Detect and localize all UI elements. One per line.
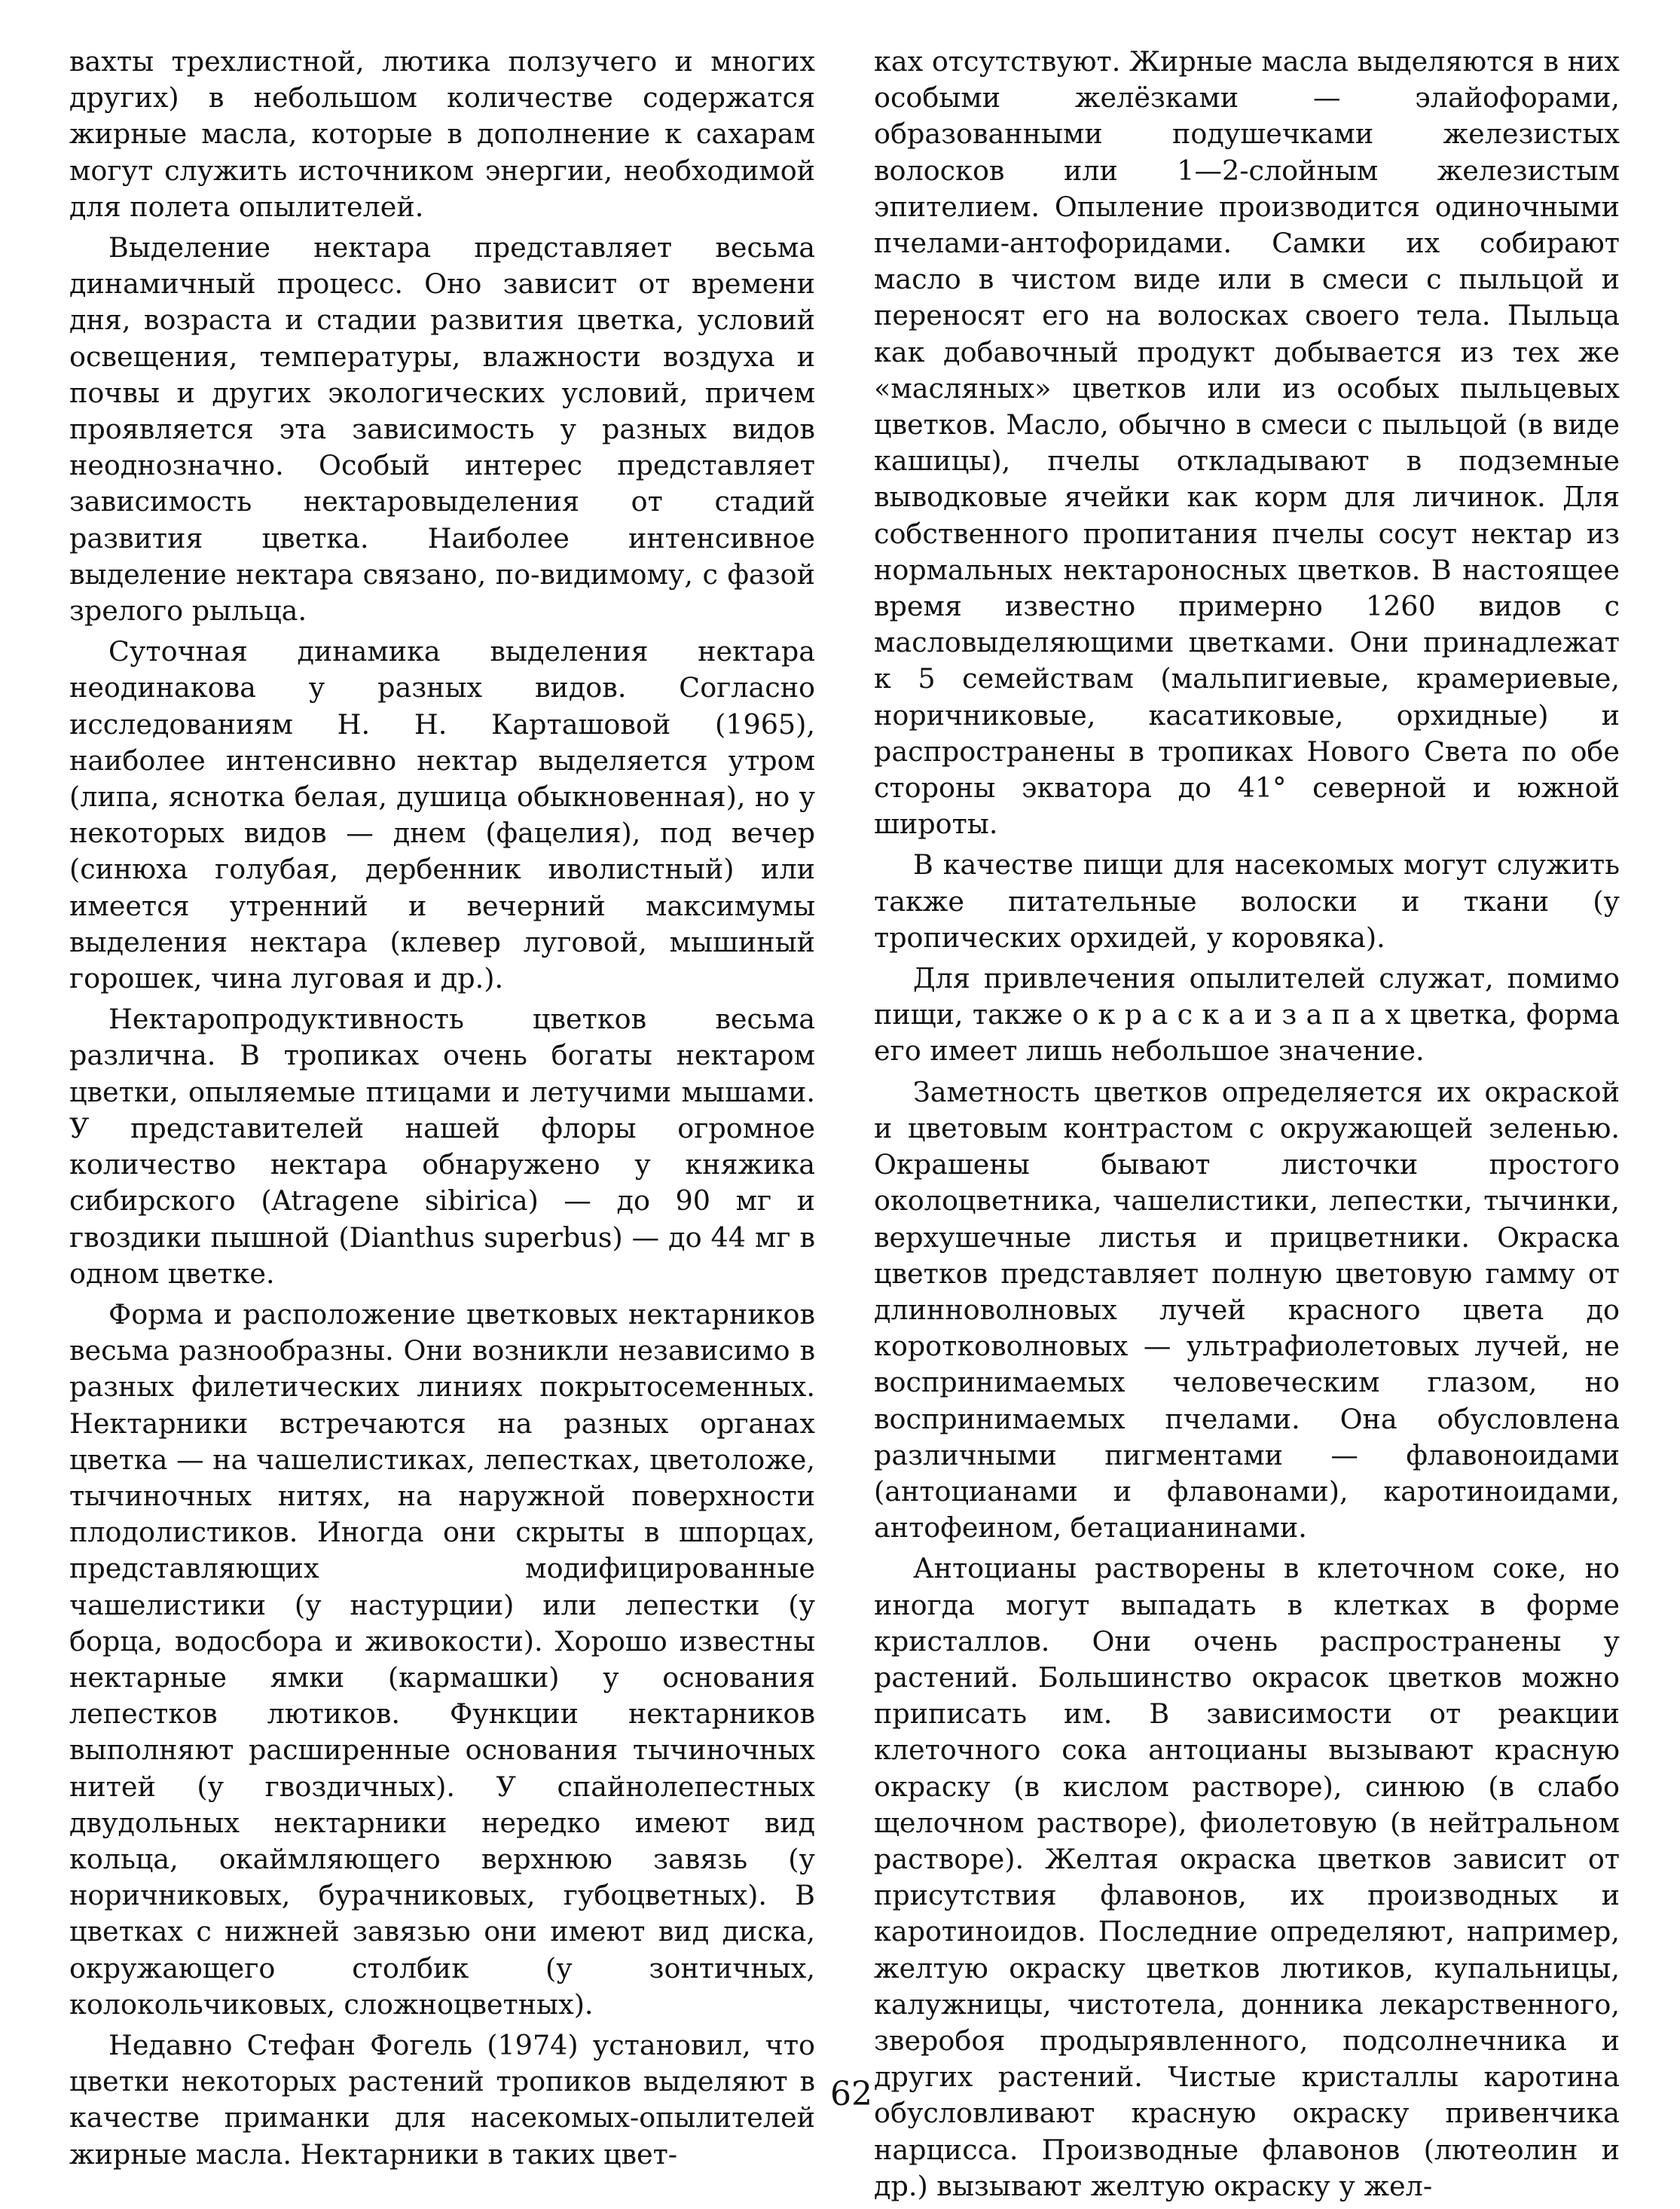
paragraph: Нектаропродуктивность цветков весьма различна. В тропиках очень богаты нектаром цветки, опыляемые птицами и летучими мышами. У представителей нашей флоры огромное количество нектара обнаружено у княжика сибирского (Atragene sibirica) — до 90 мг и гвоздики пышной (Dianthus superbus) — до 44 мг в одном цветке.: [69, 1003, 815, 1290]
paragraph: Недавно Стефан Фогель (1974) установил, что цветки некоторых растений тропиков выделяют в качестве приманки для насекомых-опылителей жирные масла. Нектарники в таких цвет-: [69, 2028, 815, 2171]
paragraph: Антоцианы растворены в клеточном соке, но иногда могут выпадать в клетках в форме кристаллов. Они очень распространены у растений. Большинство окрасок цветков можно приписать им. В зависимости от реакции клеточного сока антоцианы вызывают красную окраску (в кислом растворе), синюю (в слабо щелочном растворе), фиолетовую (в нейтральном растворе). Желтая окраска цветков зависит от присутствия флавонов, их производных и каротиноидов. Последние определяют, например, желтую окраску цветков лютиков, купальницы, калужницы, чистотела, донника лекарственного, зверобоя продырявленного, подсолнечника и других растений. Чистые кристаллы каротина обусловливают красную окраску привенчика нарцисса. Производные флавонов (лютеолин и др.) вызывают желтую окраску у жел-: [874, 1552, 1620, 2202]
page-number: 62: [830, 2075, 872, 2113]
paragraph: Форма и расположение цветковых нектарников весьма разнообразны. Они возникли независимо в разных филетических линиях покрытосеменных. Нектарники встречаются на разных органах цветка — на чашелистиках, лепестках, цветоложе, тычиночных нитях, на наружной поверхности плодолистиков. Иногда они скрыты в шпорцах, представляющих модифицированные чашелистики (у настурции) или лепестки (у борца, водосбора и живокости). Хорошо известны нектарные ямки (кармашки) у основания лепестков лютиков. Функции нектарников выполняют расширенные основания тычиночных нитей (у гвоздичных). У спайнолепестных двудольных нектарники нередко имеют вид кольца, окаймляющего верхнюю завязь (у норичниковых, бурачниковых, губоцветных). В цветках с нижней завязью они имеют вид диска, окружающего столбик (у зонтичных, колокольчиковых, сложноцветных).: [69, 1297, 815, 2021]
left-column: [69, 44, 815, 2177]
paragraph: Заметность цветков определяется их окраской и цветовым контрастом с окружающей зеленью. Окрашены бывают листочки простого околоцветника, чашелистики, лепестки, тычинки, верхушечные листья и прицветники. Окраска цветков представляет полную цветовую гамму от длинноволновых лучей красного цвета до коротковолновых — ультрафиолетовых лучей, не воспринимаемых человеческим глазом, но воспринимаемых пчелами. Она обусловлена различными пигментами — флавоноидами (антоцианами и флавонами), каротиноидами, антофеином, бетацианинами.: [874, 1075, 1620, 1544]
paragraph: ках отсутствуют. Жирные масла выделяются в них особыми желёзками — элайофорами, образованными подушечками железистых волосков или 1—2-слойным железистым эпителием. Опыление производится одиночными пчелами-антофоридами. Самки их собирают масло в чистом виде или в смеси с пыльцой и переносят его на волосках своего тела. Пыльца как добавочный продукт добывается из тех же «масляных» цветков или из особых пыльцевых цветков. Масло, обычно в смеси с пыльцой (в виде кашицы), пчелы откладывают в подземные выводковые ячейки как корм для личинок. Для собственного пропитания пчелы сосут нектар из нормальных нектароносных цветков. В настоящее время известно примерно 1260 видов с масловыделяющими цветками. Они принадлежат к 5 семействам (мальпигиевые, крамериевые, норичниковые, касатиковые, орхидные) и распространены в тропиках Нового Света по обе стороны экватора до 41° северной и южной широты.: [874, 45, 1620, 841]
paragraph: Суточная динамика выделения нектара неодинакова у разных видов. Согласно исследованиям Н. Н. Карташовой (1965), наиболее интенсивно нектар выделяется утром (липа, яснотка белая, душица обыкновенная), но у некоторых видов — днем (фацелия), под вечер (синюха голубая, дербенник иволистный) или имеется утренний и вечерний максимумы выделения нектара (клевер луговой, мышиный горошек, чина луговая и др.).: [69, 635, 815, 995]
paragraph: В качестве пищи для насекомых могут служить также питательные волоски и ткани (у тропических орхидей, у коровяка).: [874, 848, 1620, 954]
paragraph: Для привлечения опылителей служат, помимо пищи, также о к р а с к а и з а п а х цветка, форма его имеет лишь небольшое значение.: [874, 962, 1620, 1068]
paragraph: Выделение нектара представляет весьма динамичный процесс. Оно зависит от времени дня, возраста и стадии развития цветка, условий освещения, температуры, влажности воздуха и почвы и других экологических условий, причем проявляется эта зависимость у разных видов неоднозначно. Особый интерес представляет зависимость нектаровыделения от стадий развития цветка. Наиболее интенсивное выделение нектара связано, по-видимому, с фазой зрелого рыльца.: [69, 231, 815, 628]
right-column: [874, 44, 1620, 2209]
paragraph: вахты трехлистной, лютика ползучего и многих других) в небольшом количестве содержатся жирные масла, которые в дополнение к сахарам могут служить источником энергии, необходимой для полета опылителей.: [69, 45, 815, 223]
